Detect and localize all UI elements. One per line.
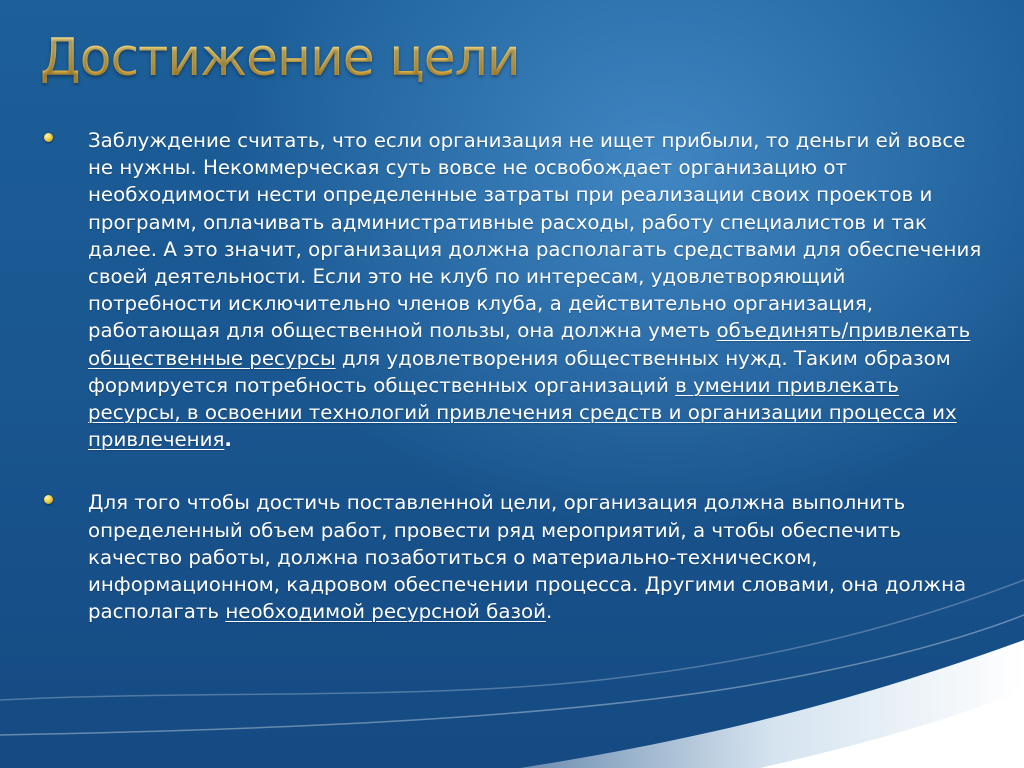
bullet-icon: [44, 495, 53, 504]
bullet-item: [40, 127, 985, 453]
link-attract-resources[interactable]: в умении привлекать ресурсы, в освоении технологий привлечения средств и организации процесса их привлечения: [88, 373, 957, 452]
bullet-text-period: .: [545, 600, 553, 624]
bullet-text: [88, 127, 985, 453]
bullet-text-segment: Заблуждение считать, что если организация не ищет прибыли, то деньги ей вовсе не нужны. Некоммерческая суть вовсе не освобождает организацию от необходимости нести определенные затраты при реализации своих проектов и программ, оплачивать административные расходы, работу специалистов и так далее. А это значит, организация должна располагать средствами для обеспечения своей деятельности. Если это не клуб по интересам, удовлетворяющий потребности исключительно членов клуба, а действительно организация, работающая для общественной пользы, она должна уметь: [88, 129, 982, 343]
bullet-text: [88, 489, 985, 625]
link-combine-resources[interactable]: объединять/привлекать общественные ресурсы: [88, 319, 971, 370]
bullet-text-segment: Для того чтобы достичь поставленной цели, организация должна выполнить определенный объем работ, провести ряд мероприятий, а чтобы обеспечить качество работы, должна позаботиться о материально-техническом, информационном, кадровом обеспечении процесса. Другими словами, она должна располагать: [88, 491, 967, 624]
bullet-text-period: .: [224, 428, 232, 452]
bullet-item: [40, 489, 985, 625]
bullet-text-segment: для удовлетворения общественных нужд. Таким образом формируется потребность общественных организаций: [88, 346, 951, 397]
slide-title: Достижение цели: [40, 22, 520, 94]
link-resource-base[interactable]: необходимой ресурсной базой: [225, 600, 546, 624]
bullet-icon: [44, 133, 53, 142]
slide-content: [40, 127, 985, 625]
